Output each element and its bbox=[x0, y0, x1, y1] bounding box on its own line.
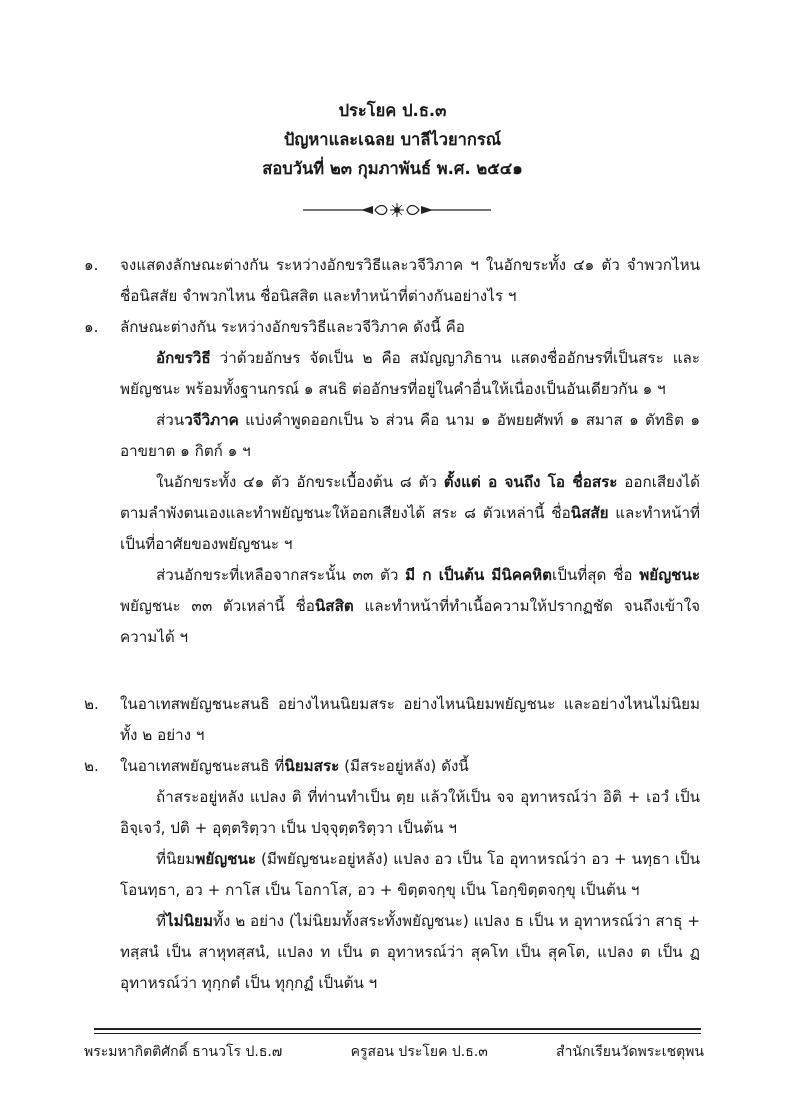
paragraph-text: และทำหน้าที่ทำเนื้อความให้ปรากฏชัด จนถึงเข้าใจความได้ ฯ bbox=[120, 597, 701, 646]
paragraph-text: ที่นิยม bbox=[156, 850, 196, 868]
paragraph-text: ส่วน bbox=[156, 411, 185, 429]
document-footer bbox=[84, 1040, 704, 1064]
term-nissaya: นิสสัย bbox=[570, 504, 609, 522]
answer-1-intro bbox=[84, 312, 700, 343]
answer-2-paragraph-3 bbox=[120, 906, 700, 999]
document-body bbox=[84, 250, 700, 999]
paragraph-text: ที่ bbox=[156, 912, 167, 930]
term-vacivibhaka: วจีวิภาค bbox=[184, 411, 239, 429]
answer-2-number: ๒. bbox=[84, 757, 99, 775]
term-niggahita: มี ก เป็นต้น มีนิคคหิต bbox=[405, 566, 553, 584]
term-niyama-sara: นิยมสระ bbox=[284, 757, 340, 775]
question-1-text: จงแสดงลักษณะต่างกัน ระหว่างอักขรวิธีและวจีวิภาค ฯ ในอักขระทั้ง ๔๑ ตัว จำพวกไหน ชื่อนิสสัย จำพวกไหน ชื่อนิสสิต และทำหน้าที่ต่างกันอย่างไร ฯ bbox=[120, 256, 700, 305]
paragraph-text: เป็นที่สุด ชื่อ bbox=[552, 566, 640, 584]
paragraph-text: ส่วนอักขระที่เหลือจากสระนั้น ๓๓ ตัว bbox=[156, 566, 406, 584]
answer-2-intro-text: ในอาเทสพยัญชนะสนธิ ที่ bbox=[120, 757, 285, 775]
answer-2-intro bbox=[84, 751, 700, 782]
exam-date: สอบวันที่ ๒๓ กุมภาพันธ์ พ.ศ. ๒๕๔๑ bbox=[262, 159, 523, 178]
paragraph-text: (มีพยัญชนะอยู่หลัง) แปลง อว เป็น โอ อุทาหรณ์ว่า อว + นทฺธา เป็น โอนทฺธา, อว + กาโส เป็น โอกาโส, อว + ขิตฺตจกฺขุ เป็น โอกฺขิตฺตจกฺขุ เป็นต้น ฯ bbox=[120, 850, 700, 899]
footer-author: พระมหากิตติศักดิ์ ธานวโร ป.ธ.๗ bbox=[84, 1044, 283, 1060]
term-nissita: นิสสิต bbox=[314, 597, 354, 615]
answer-1-number: ๑. bbox=[84, 318, 99, 336]
question-1-number: ๑. bbox=[84, 256, 99, 274]
paragraph-text: ออกเสียงได้ตามลำพังตนเองและทำพยัญชนะให้ออกเสียงได้ สระ ๘ ตัวเหล่านี้ ชื่อ bbox=[120, 473, 701, 522]
term-byanchana: พยัญชนะ bbox=[639, 566, 700, 584]
ornament-divider-icon bbox=[303, 202, 491, 218]
answer-2-paragraph-2 bbox=[120, 844, 700, 906]
paragraph-text: และทำหน้าที่เป็นที่อาศัยของพยัญชนะ ฯ bbox=[120, 504, 700, 553]
answer-1-paragraph-1 bbox=[120, 343, 700, 405]
answer-1-paragraph-3 bbox=[120, 467, 700, 560]
answer-1-paragraph-4 bbox=[120, 560, 700, 653]
answer-1-paragraph-2 bbox=[120, 405, 700, 467]
section-spacer bbox=[84, 653, 700, 689]
footer-divider-thick bbox=[94, 1028, 701, 1030]
answer-2-intro-text: (มีสระอยู่หลัง) ดังนี้ bbox=[339, 757, 469, 775]
answer-1-intro-text: ลักษณะต่างกัน ระหว่างอักขรวิธีและวจีวิภาค ดังนี้ คือ bbox=[120, 318, 465, 336]
paragraph-text: ในอักขระทั้ง ๔๑ ตัว อักขระเบื้องต้น ๘ ตัว bbox=[156, 473, 444, 491]
document-title: ปัญหาและเฉลย บาลีไวยากรณ์ bbox=[283, 130, 502, 149]
term-mai-niyama: ไม่นิยม bbox=[166, 912, 213, 930]
question-2 bbox=[84, 689, 700, 751]
paragraph-text: แบ่งคำพูดออกเป็น ๖ ส่วน คือ นาม ๑ อัพยยศัพท์ ๑ สมาส ๑ ตัทธิต ๑ อาขยาต ๑ กิตก์ ๑ ฯ bbox=[120, 411, 700, 460]
term-akkharavidhi: อักขรวิธี bbox=[156, 349, 211, 367]
term-byanchana: พยัญชนะ bbox=[195, 850, 257, 868]
footer-institution: สำนักเรียนวัดพระเชตุพน bbox=[556, 1044, 704, 1060]
term-sara: ตั้งแต่ อ จนถึง โอ ชื่อสระ bbox=[443, 473, 618, 491]
answer-2-body bbox=[84, 782, 700, 999]
footer-divider-thin bbox=[94, 1033, 701, 1034]
document-header bbox=[0, 96, 785, 183]
answer-2-paragraph-1: ถ้าสระอยู่หลัง แปลง ติ ที่ท่านทำเป็น ตฺย แล้วให้เป็น จจ อุทาหรณ์ว่า อิติ + เอวํ เป็น อิจฺเจวํ, ปติ + อุตฺตริตฺวา เป็น ปจฺจุตฺตริตฺวา เป็นต้น ฯ bbox=[120, 788, 700, 837]
question-2-number: ๒. bbox=[84, 695, 99, 713]
footer-role: ครูสอน ประโยค ป.ธ.๓ bbox=[350, 1044, 488, 1060]
paragraph-text: พยัญชนะ ๓๓ ตัวเหล่านี้ ชื่อ bbox=[120, 597, 315, 615]
exam-level: ประโยค ป.ธ.๓ bbox=[338, 101, 447, 120]
answer-1-body bbox=[84, 343, 700, 653]
question-1 bbox=[84, 250, 700, 312]
paragraph-text: ว่าด้วยอักษร จัดเป็น ๒ คือ สมัญญาภิธาน แสดงชื่ออักษรที่เป็นสระ และพยัญชนะ พร้อมทั้งฐานกรณ์ ๑ สนธิ ต่ออักษรที่อยู่ในคำอื่นให้เนื่องเป็นอันเดียวกัน ๑ ฯ bbox=[120, 349, 700, 398]
paragraph-text: ทั้ง ๒ อย่าง (ไม่นิยมทั้งสระทั้งพยัญชนะ) แปลง ธ เป็น ห อุทาหรณ์ว่า สาธุ + ทสฺสนํ เป็น สาหุทสฺสนํ, แปลง ท เป็น ต อุทาหรณ์ว่า สุคโท เป็น สุคโต, แปลง ต เป็น ฏ อุทาหรณ์ว่า ทุกฺกตํ เป็น ทุกฺกฏํ เป็นต้น ฯ bbox=[120, 912, 700, 992]
question-2-text: ในอาเทสพยัญชนะสนธิ อย่างไหนนิยมสระ อย่างไหนนิยมพยัญชนะ และอย่างไหนไม่นิยม ทั้ง ๒ อย่าง ฯ bbox=[120, 695, 700, 744]
